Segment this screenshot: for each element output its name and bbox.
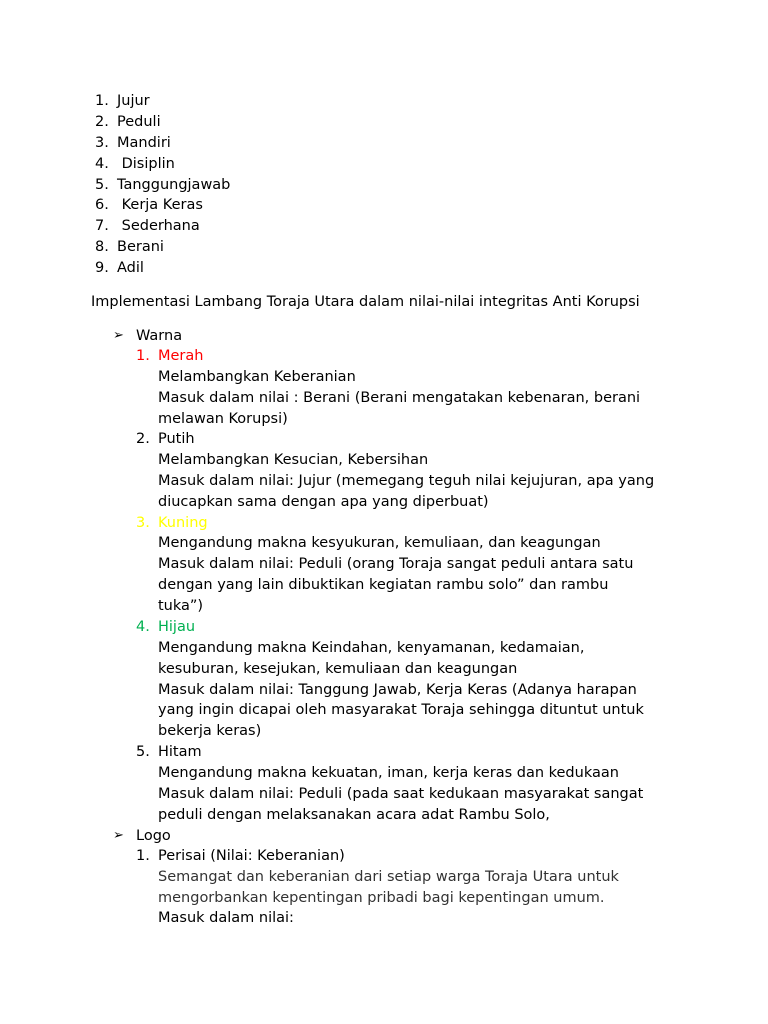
item-text: yang ingin dicapai oleh masyarakat Toraja sehingga dituntut untuk	[158, 702, 644, 718]
item-number: 1.	[136, 848, 150, 864]
color-title-kuning: Kuning	[158, 515, 208, 531]
list-item: Tanggungjawab	[117, 177, 231, 193]
list-number: 4.	[95, 156, 109, 172]
list-item: Jujur	[117, 93, 150, 109]
arrow-bullet-icon: ➢	[113, 328, 124, 343]
list-item: Mandiri	[117, 135, 171, 151]
item-text: dengan yang lain dibuktikan kegiatan rambu solo” dan rambu	[158, 577, 609, 593]
list-number: 8.	[95, 239, 109, 255]
item-text: tuka”)	[158, 598, 204, 614]
list-item: Sederhana	[117, 218, 200, 234]
item-text: Masuk dalam nilai: Peduli (orang Toraja sangat peduli antara satu	[158, 556, 634, 572]
list-item: Berani	[117, 239, 164, 255]
bullet-label-logo: Logo	[136, 828, 171, 844]
list-item: Peduli	[117, 114, 161, 130]
list-item: Kerja Keras	[117, 197, 203, 213]
list-number: 7.	[95, 218, 109, 234]
item-text: kesuburan, kesejukan, kemuliaan dan keagungan	[158, 661, 518, 677]
item-text: Masuk dalam nilai:	[158, 910, 294, 926]
list-item: Disiplin	[117, 156, 175, 172]
item-text: bekerja keras)	[158, 723, 262, 739]
color-title-hitam: Hitam	[158, 744, 202, 760]
item-text: Mengandung makna kekuatan, iman, kerja keras dan kedukaan	[158, 765, 619, 781]
item-number: 4.	[136, 619, 150, 635]
item-description: mengorbankan kepentingan pribadi bagi kepentingan umum.	[158, 890, 605, 906]
color-title-putih: Putih	[158, 431, 195, 447]
item-text: Mengandung makna Keindahan, kenyamanan, kedamaian,	[158, 640, 585, 656]
item-number: 1.	[136, 348, 150, 364]
item-text: Masuk dalam nilai: Tanggung Jawab, Kerja Keras (Adanya harapan	[158, 682, 637, 698]
logo-item-title: Perisai (Nilai: Keberanian)	[158, 848, 345, 864]
list-number: 6.	[95, 197, 109, 213]
item-text: diucapkan sama dengan apa yang diperbuat)	[158, 494, 489, 510]
item-text: peduli dengan melaksanakan acara adat Rambu Solo,	[158, 807, 550, 823]
item-text: Masuk dalam nilai: Jujur (memegang teguh nilai kejujuran, apa yang	[158, 473, 655, 489]
section-heading: Implementasi Lambang Toraja Utara dalam nilai-nilai integritas Anti Korupsi	[91, 294, 640, 310]
color-title-hijau: Hijau	[158, 619, 196, 635]
arrow-bullet-icon: ➢	[113, 828, 124, 843]
item-number: 3.	[136, 515, 150, 531]
item-text: Masuk dalam nilai: Peduli (pada saat kedukaan masyarakat sangat	[158, 786, 644, 802]
item-text: melawan Korupsi)	[158, 411, 288, 427]
list-number: 3.	[95, 135, 109, 151]
list-number: 2.	[95, 114, 109, 130]
list-number: 5.	[95, 177, 109, 193]
item-text: Masuk dalam nilai : Berani (Berani mengatakan kebenaran, berani	[158, 390, 641, 406]
item-text: Mengandung makna kesyukuran, kemuliaan, dan keagungan	[158, 535, 601, 551]
list-number: 9.	[95, 260, 109, 276]
list-number: 1.	[95, 93, 109, 109]
item-text: Melambangkan Kesucian, Kebersihan	[158, 452, 429, 468]
list-item: Adil	[117, 260, 144, 276]
item-number: 5.	[136, 744, 150, 760]
item-description: Semangat dan keberanian dari setiap warga Toraja Utara untuk	[158, 869, 619, 885]
bullet-label-warna: Warna	[136, 328, 183, 344]
color-title-merah: Merah	[158, 348, 204, 364]
item-text: Melambangkan Keberanian	[158, 369, 356, 385]
item-number: 2.	[136, 431, 150, 447]
